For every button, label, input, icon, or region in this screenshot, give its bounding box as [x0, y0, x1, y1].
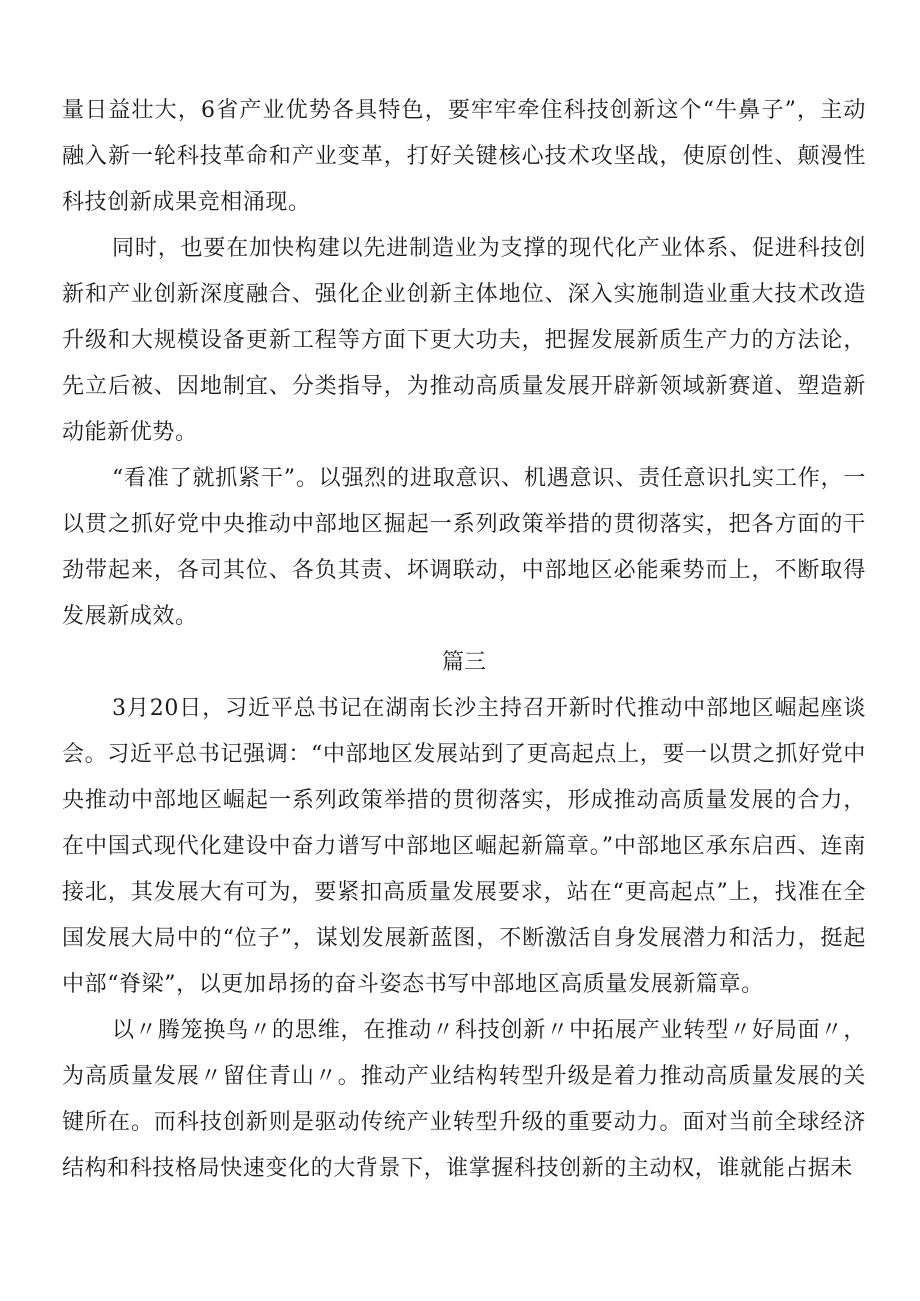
- paragraph-4: 3月20日，习近平总书记在湖南长沙主持召开新时代推动中部地区崛起座谈会。习近平总书记强调：“中部地区发展站到了更高起点上，要一以贯之抓好党中央推动中部地区崛起一系列政策举措的贯彻落实，形成推动高质量发展的合力，在中国式现代化建设中奋力谱写中部地区崛起新篇章。”中部地区承东启西、连南接北，其发展大有可为，要紧扣高质量发展要求，站在“更高起点”上，找准在全国发展大局中的“位子”，谋划发展新蓝图，不断激活自身发展潜力和活力，挺起中部“脊梁”，以更加昂扬的奋斗姿态书写中部地区高质量发展新篇章。: [62, 696, 866, 997]
- paragraph-2: 同时，也要在加快构建以先进制造业为支撑的现代化产业体系、促进科技创新和产业创新深度融合、强化企业创新主体地位、深入实施制造业重大技术改造升级和大规模设备更新工程等方面下更大功夫，把握发展新质生产力的方法论，先立后被、因地制宜、分类指导，为推动高质量发展开辟新领域新赛道、塑造新动能新优势。: [62, 236, 866, 445]
- paragraph-5: 以〃腾笼换鸟〃的思维，在推动〃科技创新〃中拓展产业转型〃好局面〃，为高质量发展〃留住青山〃。推动产业结构转型升级是着力推动高质量发展的关键所在。而科技创新则是驱动传统产业转型升级的重要动力。面对当前全球经济结构和科技格局快速变化的大背景下，谁掌握科技创新的主动权，谁就能占据未: [62, 1018, 866, 1181]
- section-title: 篇三: [441, 650, 486, 675]
- document-body: [62, 88, 866, 1192]
- paragraph-3: “看准了就抓紧干”。以强烈的进取意识、机遇意识、责任意识扎实工作，一以贯之抓好党中央推动中部地区掘起一系列政策举措的贯彻落实，把各方面的干劲带起来，各司其位、各负其责、坏调联动，中部地区必能乘势而上，不断取得发展新成效。: [62, 466, 866, 629]
- paragraph-1: 量日益壮大，6省产业优势各具特色，要牢牢牵住科技创新这个“牛鼻子”，主动融入新一轮科技革命和产业变革，打好关键核心技术攻坚战，使原创性、颠漫性科技创新成果竞相涌现。: [62, 98, 866, 215]
